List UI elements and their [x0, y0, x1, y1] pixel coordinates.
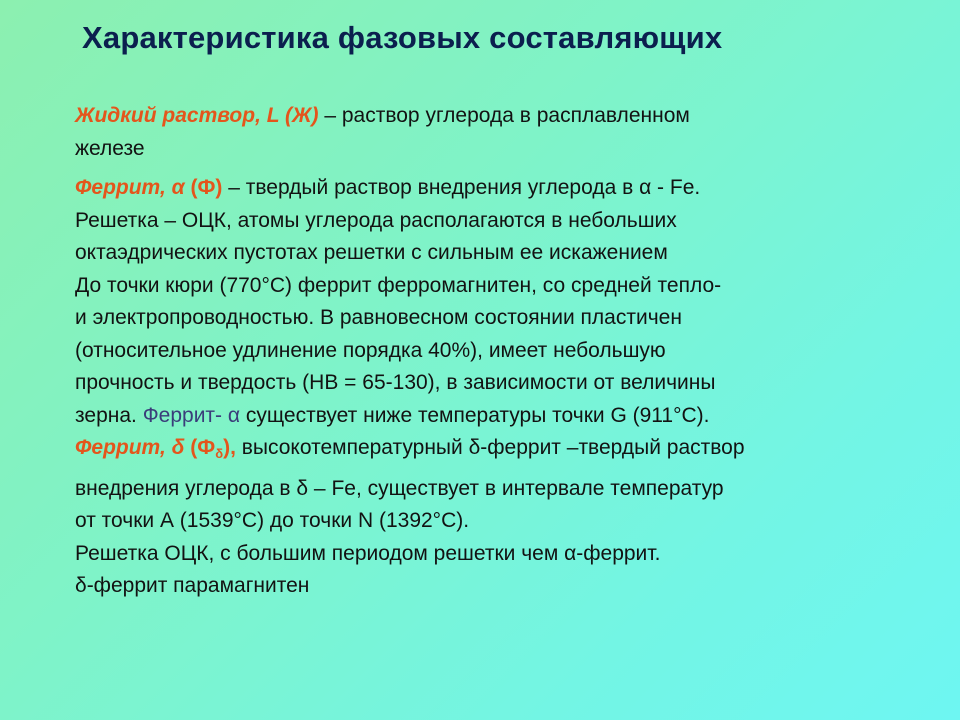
ferrite-delta-line-2: внедрения углерода в δ – Fe, существует в интервале температур	[75, 476, 724, 500]
ferrite-delta-symbol-open: (Ф	[184, 436, 216, 459]
ferrite-alpha-line-2: Решетка – ОЦК, атомы углерода располагаются в небольших	[75, 208, 677, 232]
ferrite-delta-paragraph	[75, 432, 945, 603]
ferrite-alpha-line-8-rest: существует ниже температуры точки G (911°С).	[240, 403, 710, 427]
ferrite-alpha-term: Феррит, α	[75, 176, 185, 199]
ferrite-delta-line-4: Решетка ОЦК, с большим периодом решетки чем α-феррит.	[75, 541, 661, 565]
liquid-line-2: железе	[75, 136, 145, 160]
ferrite-alpha-line-3: октаэдрических пустотах решетки с сильным ее искажением	[75, 241, 668, 264]
liquid-line-1	[75, 100, 945, 133]
ferrite-alpha-line-8-start: зерна.	[75, 403, 143, 427]
ferrite-delta-definition: высокотемпературный δ-феррит –твердый раствор	[235, 436, 745, 459]
ferrite-alpha-paragraph	[75, 172, 945, 432]
ferrite-delta-line-1	[75, 432, 945, 465]
ferrite-alpha-line-1	[75, 172, 945, 205]
slide-title: Характеристика фазовых составляющих	[82, 20, 723, 55]
ferrite-alpha-line-5: и электропроводностью. В равновесном состоянии пластичен	[75, 306, 682, 329]
ferrite-delta-line-3: от точки А (1539°С) до точки N (1392°С).	[75, 509, 470, 532]
liquid-term: Жидкий раствор, L (Ж)	[75, 104, 319, 127]
ferrite-alpha-line-8	[75, 400, 945, 433]
ferrite-alpha-definition: – твердый раствор внедрения углерода в α - Fe.	[222, 176, 701, 199]
ferrite-delta-symbol-close: ),	[223, 436, 236, 459]
liquid-solution-paragraph	[75, 100, 945, 165]
slide-body	[75, 100, 945, 603]
ferrite-alpha-line-8-muted: Феррит- α	[142, 403, 241, 427]
ferrite-alpha-line-6: (относительное удлинение порядка 40%), имеет небольшую	[75, 338, 666, 362]
ferrite-delta-symbol-sub: δ	[215, 446, 224, 461]
ferrite-delta-line-5: δ-феррит парамагнитен	[75, 574, 310, 597]
ferrite-alpha-line-7: прочность и твердость (НВ = 65-130), в зависимости от величины	[75, 371, 716, 394]
ferrite-alpha-symbol: (Ф)	[184, 176, 223, 199]
liquid-definition: – раствор углерода в расплавленном	[318, 104, 690, 127]
ferrite-delta-term: Феррит, δ	[75, 436, 185, 459]
ferrite-alpha-line-4: До точки кюри (770°С) феррит ферромагнитен, со средней тепло-	[75, 273, 722, 297]
